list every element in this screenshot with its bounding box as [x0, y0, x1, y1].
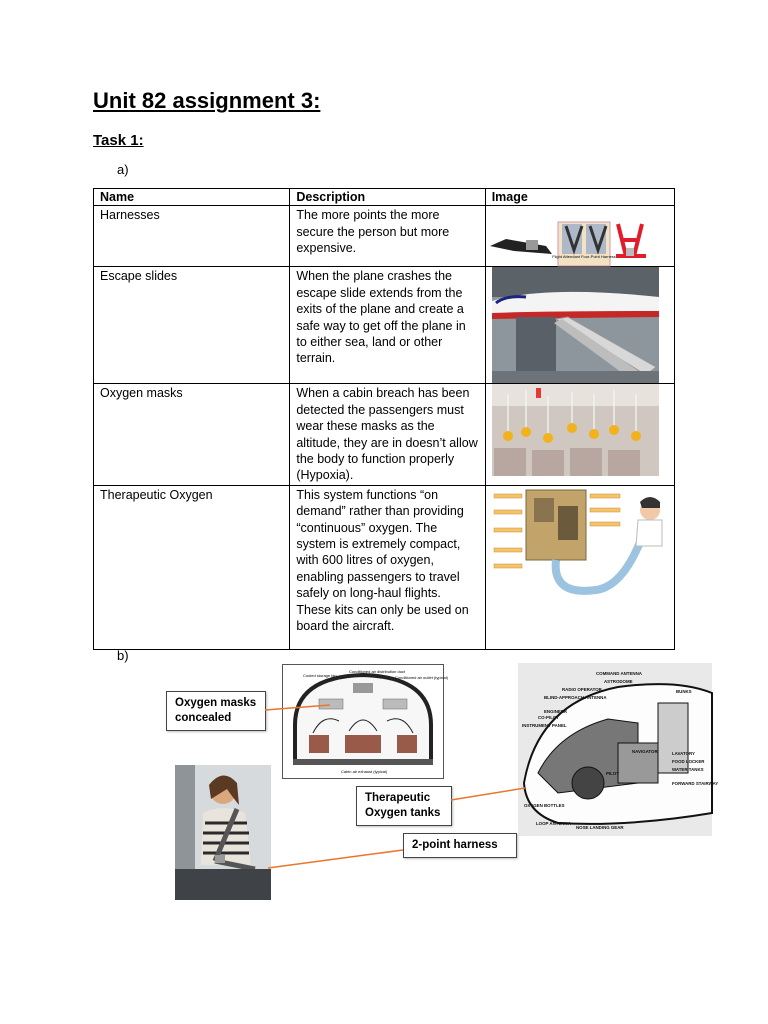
row-name: Therapeutic Oxygen: [94, 485, 290, 649]
svg-text:OXYGEN BOTTLES: OXYGEN BOTTLES: [524, 803, 565, 808]
svg-text:ASTRODOME: ASTRODOME: [604, 679, 633, 684]
connector-therapeutic: [451, 788, 525, 800]
row-description: This system functions “on demand” rather than providing “continuous” oxygen. The system is extremely compact, with 600 litres of oxygen, enabling passengers to travel safely on long-haul flights. These kits can only be used on board the aircraft.: [290, 485, 485, 649]
column-header-description: Description: [290, 189, 485, 206]
column-header-image: Image: [485, 189, 674, 206]
row-name: Oxygen masks: [94, 384, 290, 485]
callout-harness: 2-point harness: [403, 833, 517, 858]
label-stowage: Cooled storage bin: [303, 673, 337, 678]
svg-text:ENGINEER: ENGINEER: [544, 709, 567, 714]
label-exhaust: Cabin air exhaust (typical): [341, 769, 388, 774]
svg-text:INSTRUMENT PANEL: INSTRUMENT PANEL: [522, 723, 567, 728]
svg-text:FORWARD STAIRWAY: FORWARD STAIRWAY: [672, 781, 719, 786]
svg-text:CO-PILOT: CO-PILOT: [538, 715, 559, 720]
row-name: Escape slides: [94, 267, 290, 384]
svg-text:BLIND-APPROACH ANTENNA: BLIND-APPROACH ANTENNA: [544, 695, 607, 700]
svg-text:RADIO OPERATOR: RADIO OPERATOR: [562, 687, 602, 692]
callout-therapeutic-oxygen: Therapeutic Oxygen tanks: [356, 786, 452, 826]
svg-text:NOSE LANDING GEAR: NOSE LANDING GEAR: [576, 825, 624, 830]
part-a-label: a): [117, 162, 129, 177]
svg-text:BUNKS: BUNKS: [676, 689, 692, 694]
page-title: Unit 82 assignment 3:: [93, 88, 321, 113]
svg-text:COMMAND ANTENNA: COMMAND ANTENNA: [596, 671, 642, 676]
harness-caption: Flight Attendant Four-Point Harness: [551, 254, 616, 260]
label-distribution: Conditioned air distribution duct: [349, 669, 406, 674]
task-heading: Task 1:: [93, 132, 144, 149]
svg-text:LOOP ANTENNA: LOOP ANTENNA: [536, 821, 571, 826]
svg-text:PILOT: PILOT: [606, 771, 619, 776]
connector-oxygen-masks: [265, 705, 330, 710]
svg-text:NAVIGATOR: NAVIGATOR: [632, 749, 658, 754]
row-description: The more points the more secure the person but more expensive.: [290, 206, 485, 267]
svg-text:LAVATORY: LAVATORY: [672, 751, 695, 756]
callout-oxygen-masks: Oxygen masks concealed: [166, 691, 266, 731]
connector-harness: [268, 850, 403, 868]
label-outlet: Conditioned air outlet (typical): [395, 675, 448, 680]
row-description: When the plane crashes the escape slide extends from the exits of the plane and create a safe way to get off the plane in to either sea, land or other terrain.: [290, 267, 485, 384]
svg-text:WATER TANKS: WATER TANKS: [672, 767, 704, 772]
svg-text:FOOD LOCKER: FOOD LOCKER: [672, 759, 705, 764]
row-name: Harnesses: [94, 206, 290, 267]
row-description: When a cabin breach has been detected the passengers must wear these masks as the altitude, they are in doesn’t allow the body to function properly (Hypoxia).: [290, 384, 485, 485]
part-b-label: b): [117, 648, 129, 663]
column-header-name: Name: [94, 189, 290, 206]
